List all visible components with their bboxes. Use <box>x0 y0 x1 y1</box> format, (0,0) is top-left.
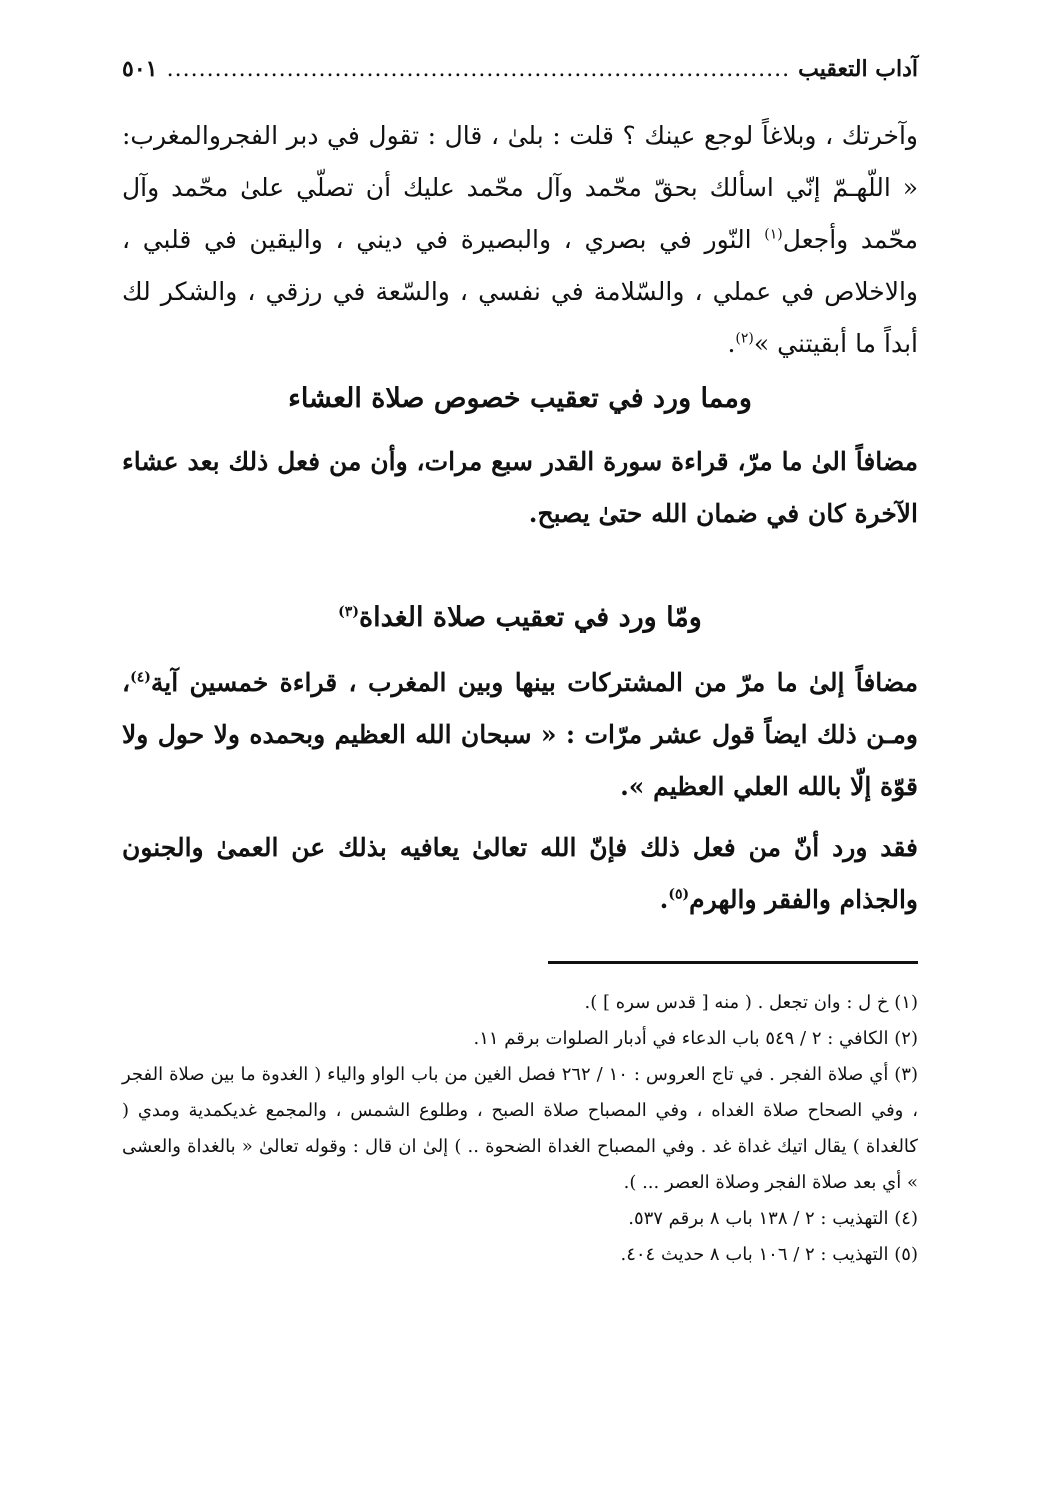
footnote-1: (١) خ ل : وان تجعل . ( منه [ قدس سره ] ). <box>584 992 918 1013</box>
footnote-3: (٣) أي صلاة الفجر . في تاج العروس : ١٠ / ٢٦٢ فصل الغين من باب الواو والياء ( الغدوة ما بين صلاة الفجر ، وفي الصحاح صلاة الغداه ، وفي المصباح صلاة الصبح ، وطلوع الشمس ، والمجمع غديكمدية ومدي ( كالغداة ) يقال اتيك غداة غد . وفي المصباح الغداة الضحوة .. ) إلىٰ ان قال : وقوله تعالىٰ « بالغداة والعشى » أي بعد صلاة الفجر وصلاة العصر ... ). <box>122 1064 918 1193</box>
intro-text-2: النّور في بصري ، والبصيرة في ديني ، واليقين في قلبي ، والاخلاص في عملي ، والسّلامة في نفسي ، والسّعة في رزقي ، والشكر لك أبداً ما أبقيتني » <box>122 225 918 358</box>
leader-dots <box>165 57 790 82</box>
running-header <box>122 56 918 90</box>
page-number: ٥٠١ <box>122 56 158 82</box>
footnote-separator <box>548 961 918 964</box>
section-heading-isha: ومما ورد في تعقيب خصوص صلاة العشاء <box>288 383 752 414</box>
footnote-2: (٢) الكافي : ٢ / ٥٤٩ باب الدعاء في أدبار الصلوات برقم ١١. <box>473 1028 918 1049</box>
section-ghadat-paragraph-2 <box>122 822 918 926</box>
intro-text: وآخرتك ، وبلاغاً لوجع عينك ؟ قلت : بلىٰ ، قال : تقول في دبر الفجروالمغرب: « اللّهـمّ إنّي اسألك بحقّ محّمد وآل محّمد عليك أن تصلّي علىٰ محّمد وآل محّمد وأجعل <box>122 121 918 254</box>
ghadat-end: . <box>659 885 669 914</box>
footnote-5: (٥) التهذيب : ٢ / ١٠٦ باب ٨ حديث ٤٠٤. <box>620 1244 918 1265</box>
intro-end: . <box>727 329 736 358</box>
footnote-ref-1[interactable]: (١) <box>764 226 783 243</box>
intro-paragraph <box>122 110 918 370</box>
footnote-ref-4[interactable]: (٤) <box>130 669 151 686</box>
footnote-ref-2[interactable]: (٢) <box>735 330 754 347</box>
running-title: آداب التعقيب <box>798 56 918 82</box>
ghadat-text-2: ، ومـن ذلك ايضاً قول عشر مرّات : « سبحان الله العظيم وبحمده ولا حول ولا قوّة إلّا بالله العلي العظيم ». <box>122 668 918 801</box>
section-isha-paragraph: مضافاً الىٰ ما مرّ، قراءة سورة القدر سبع مرات، وأن من فعل ذلك بعد عشاء الآخرة كان في ضمان الله حتىٰ يصبح. <box>122 447 918 528</box>
section-ghadat-paragraph-1 <box>122 657 918 813</box>
ghadat-text-3: فقد ورد أنّ من فعل ذلك فإنّ الله تعالىٰ يعافيه بذلك عن العمىٰ والجنون والجذام والفقر والهرم <box>122 833 918 914</box>
footnote-4: (٤) التهذيب : ٢ / ١٣٨ باب ٨ برقم ٥٣٧. <box>628 1208 918 1229</box>
section-heading-ghadat <box>122 602 918 633</box>
footnote-ref-3[interactable]: (٣) <box>338 604 359 620</box>
footnote-ref-5[interactable]: (٥) <box>668 886 690 903</box>
book-page <box>122 0 918 1493</box>
ghadat-text-1: مضافاً إلىٰ ما مرّ من المشتركات بينها وبين المغرب ، قراءة خمسين آية <box>150 668 918 697</box>
footnotes <box>122 985 918 1273</box>
section-heading-ghadat-text: ومّا ورد في تعقيب صلاة الغداة <box>358 602 702 633</box>
